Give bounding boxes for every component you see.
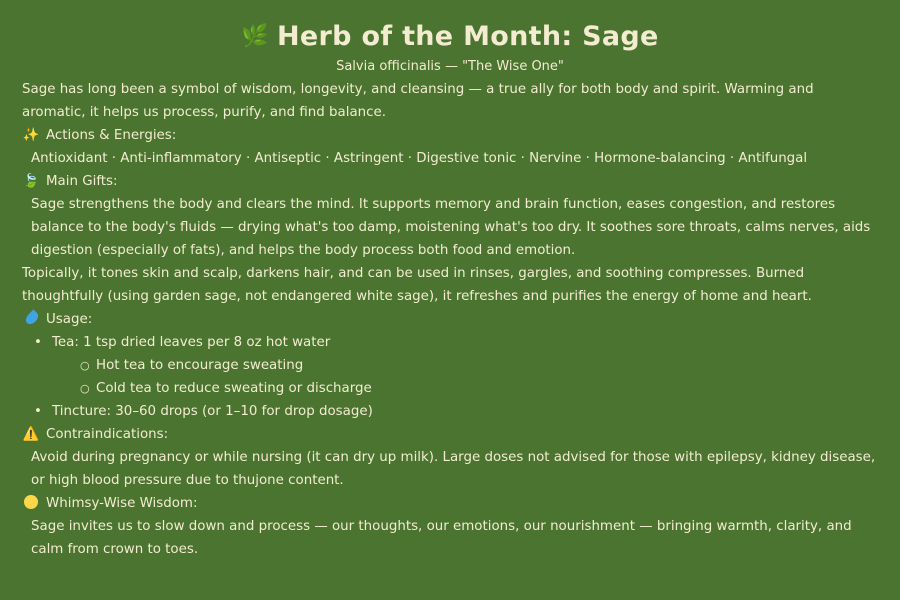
wisdom-heading-label: Whimsy-Wise Wisdom: xyxy=(46,496,198,511)
usage-heading-label: Usage: xyxy=(46,312,93,327)
gifts-heading xyxy=(22,170,878,193)
sparkles-icon: ✨ xyxy=(22,128,40,143)
gifts-paragraph-2: Topically, it tones skin and scalp, darkens hair, and can be used in rinses, gargles, and soothing compresses. Burned thoughtfully (using garden sage, not endangered white sage), it refreshes and purifies the energy of home and heart. xyxy=(22,266,812,304)
sun-icon xyxy=(24,495,38,509)
actions-heading-label: Actions & Energies: xyxy=(46,128,177,143)
title-text: Herb of the Month: Sage xyxy=(277,21,659,52)
herb-icon: 🌿 xyxy=(241,24,270,49)
list-item: ○ Cold tea to reduce sweating or discharge xyxy=(80,377,878,400)
tea-sublist xyxy=(52,354,878,400)
usage-heading xyxy=(22,308,878,331)
actions-list: Antioxidant · Anti-inflammatory · Antiseptic · Astringent · Digestive tonic · Nervine · Hormone-balancing · Antifungal xyxy=(31,151,808,166)
list-item xyxy=(34,331,878,400)
usage-tea: Tea: 1 tsp dried leaves per 8 oz hot water xyxy=(52,335,331,350)
droplet-icon xyxy=(24,310,41,327)
list-item: • Tincture: 30–60 drops (or 1–10 for drop dosage) xyxy=(34,400,878,423)
usage-list xyxy=(22,331,878,423)
wisdom-paragraph: Sage invites us to slow down and process — our thoughts, our emotions, our nourishment — bringing warmth, clarity, and calm from crown to toes. xyxy=(31,519,852,557)
subtitle: Salvia officinalis — "The Wise One" xyxy=(336,59,564,74)
gifts-paragraph-1: Sage strengthens the body and clears the mind. It supports memory and brain function, eases congestion, and restores balance to the body's fluids — drying what's too damp, moistening what's too dry. It soothes sore throats, calms nerves, aids digestion (especially of fats), and helps the body process both food and emotion. xyxy=(31,197,871,258)
intro-paragraph: Sage has long been a symbol of wisdom, longevity, and cleansing — a true ally for both body and spirit. Warming and aromatic, it helps us process, purify, and find balance. xyxy=(22,82,814,120)
contra-paragraph: Avoid during pregnancy or while nursing (it can dry up milk). Large doses not advised for those with epilepsy, kidney disease, or high blood pressure due to thujone content. xyxy=(31,450,876,488)
wisdom-heading xyxy=(22,492,878,515)
gifts-heading-label: Main Gifts: xyxy=(46,174,118,189)
contra-heading-label: Contraindications: xyxy=(46,427,169,442)
actions-heading xyxy=(22,124,878,147)
leaves-icon: 🍃 xyxy=(22,174,40,189)
contra-heading xyxy=(22,423,878,446)
list-item: ○ Hot tea to encourage sweating xyxy=(80,354,878,377)
warning-icon: ⚠️ xyxy=(22,427,40,442)
page-title xyxy=(22,20,878,54)
